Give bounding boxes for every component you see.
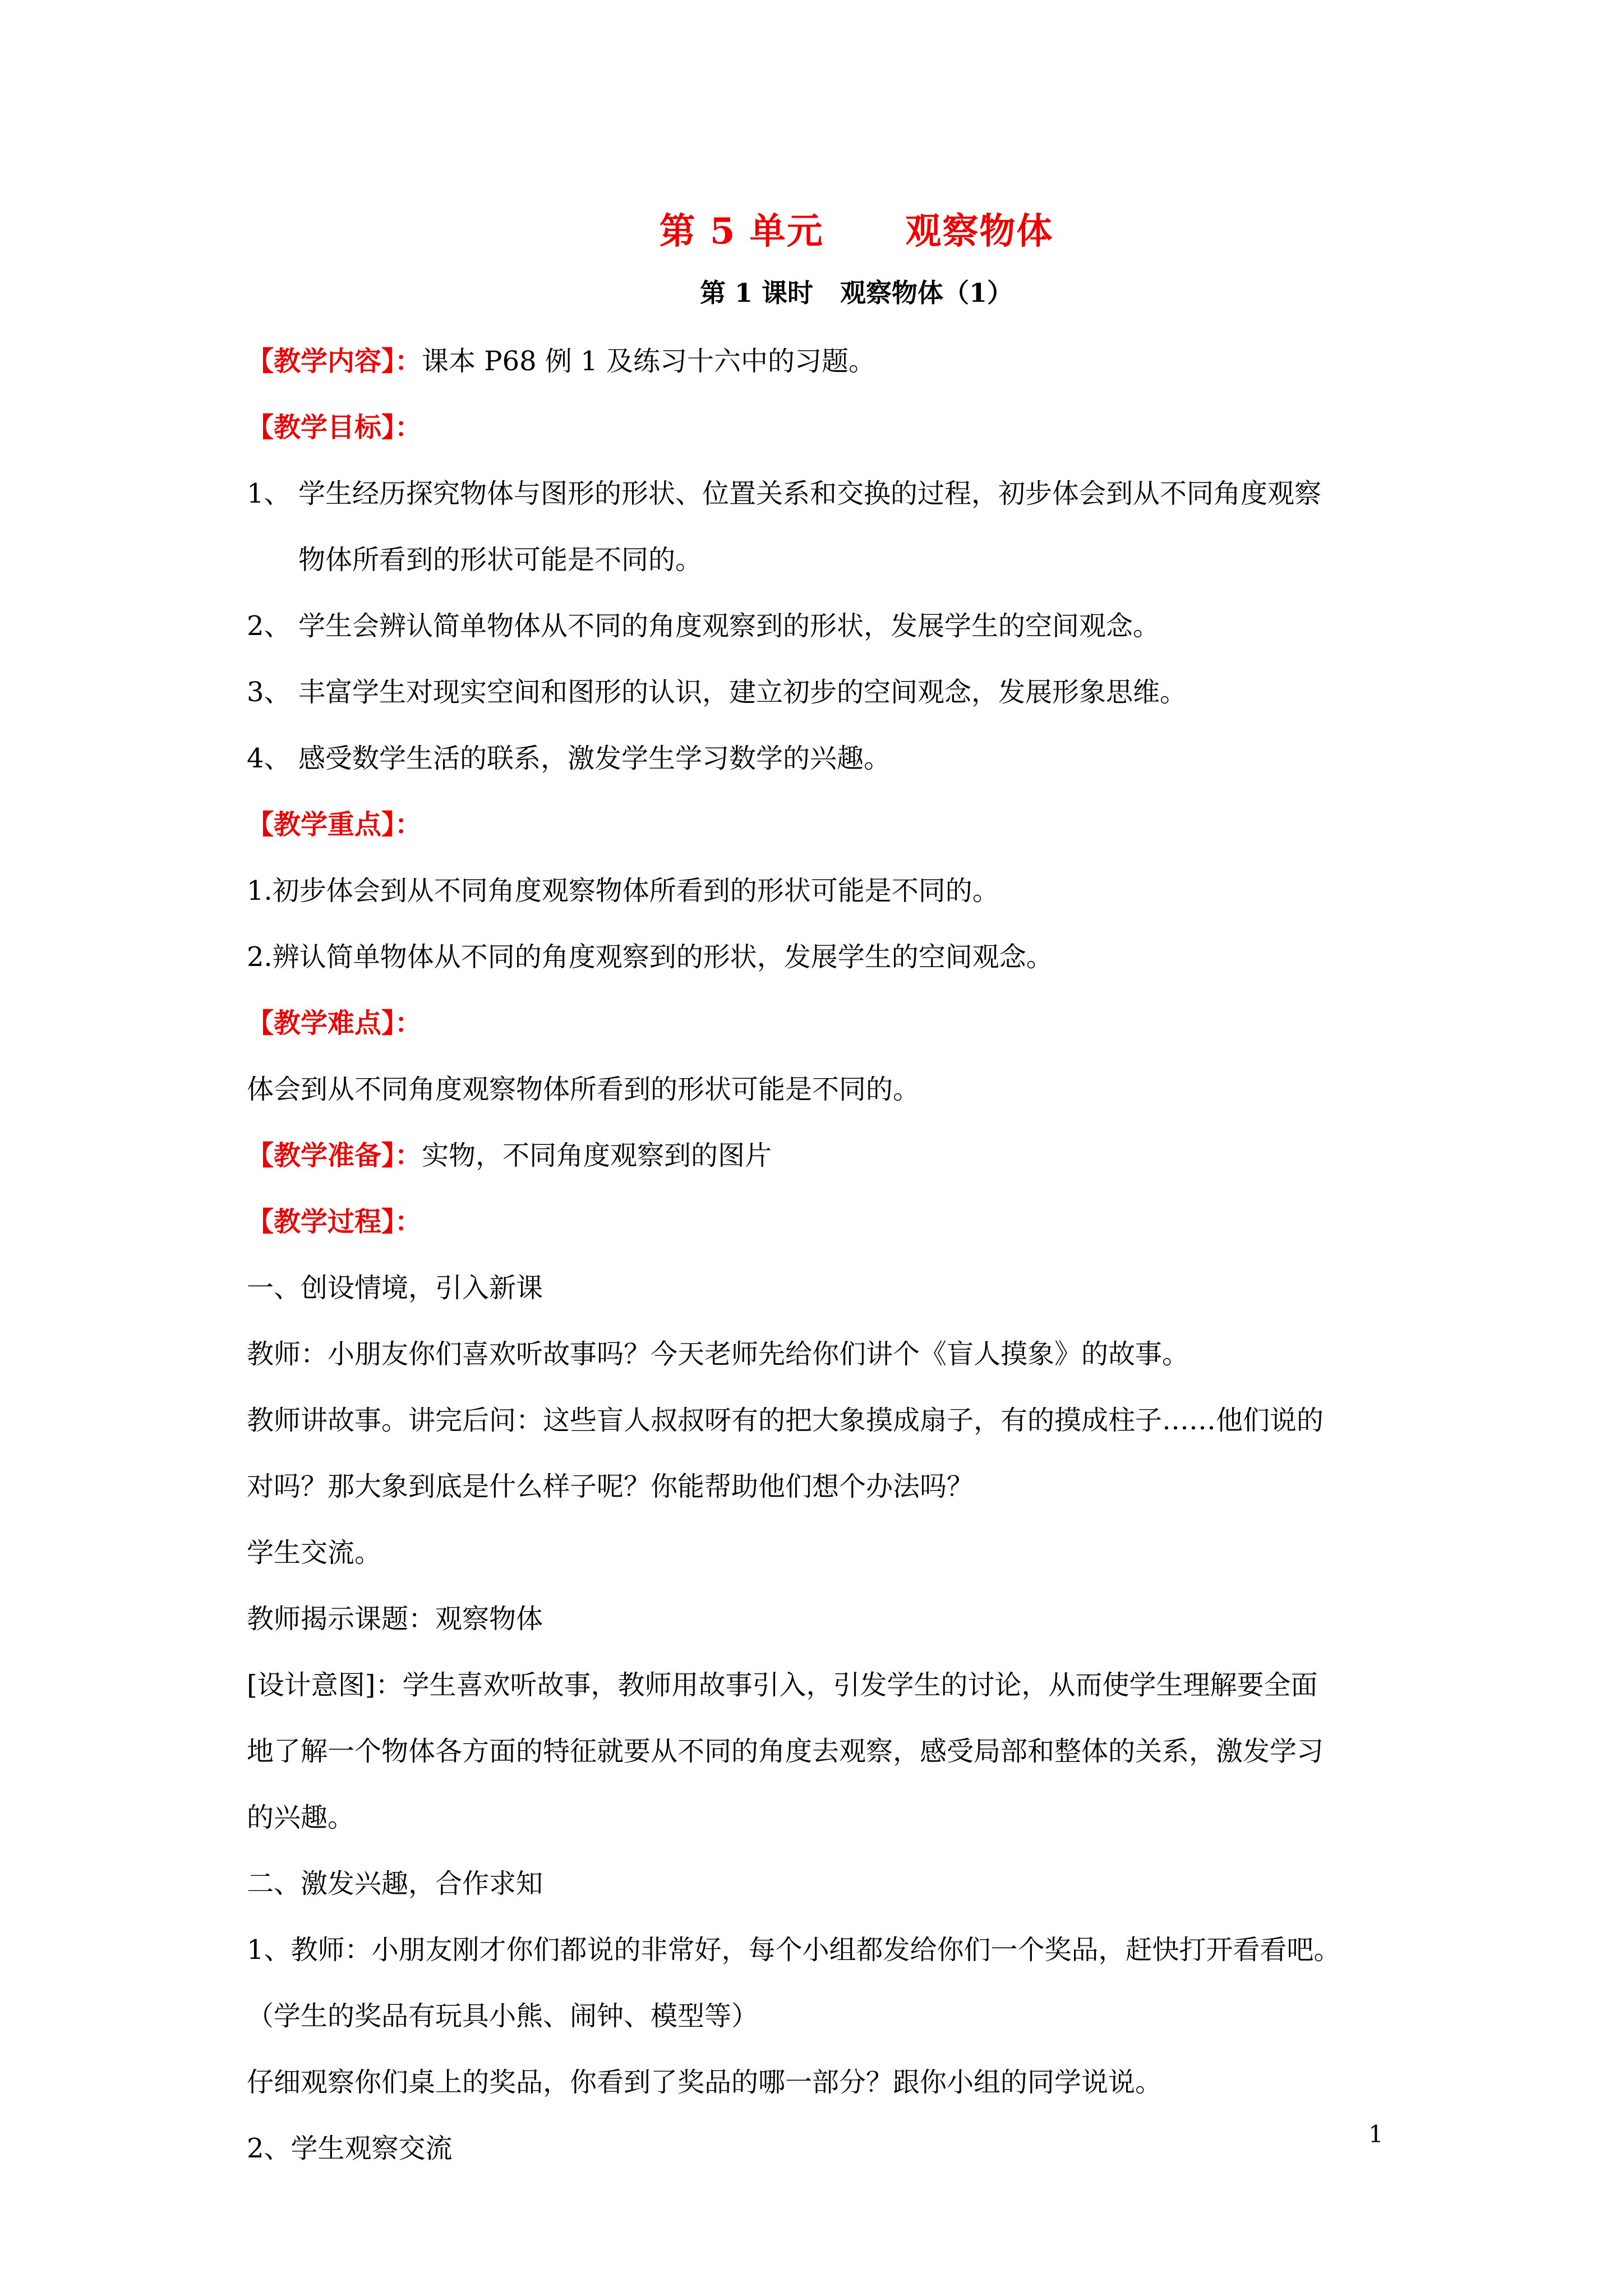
goal-item bbox=[247, 659, 1396, 725]
goal-text: 学生经历探究物体与图形的形状、位置关系和交换的过程，初步体会到从不同角度观察 bbox=[298, 478, 1322, 509]
preparation-text: 实物，不同角度观察到的图片 bbox=[422, 1140, 772, 1171]
process-line: 一、创设情境，引入新课 bbox=[247, 1272, 543, 1304]
key-point-item: 1.初步体会到从不同角度观察物体所看到的形状可能是不同的。 bbox=[247, 875, 999, 907]
process-line: [设计意图]：学生喜欢听故事，教师用故事引入，引发学生的讨论，从而使学生理解要全面 bbox=[247, 1669, 1318, 1701]
process-heading: 【教学过程】： bbox=[247, 1206, 422, 1237]
key-points-heading: 【教学重点】： bbox=[247, 809, 422, 840]
teaching-content-heading: 【教学内容】： bbox=[247, 346, 422, 377]
process-line: 教师：小朋友你们喜欢听故事吗？今天老师先给你们讲个《盲人摸象》的故事。 bbox=[247, 1338, 1189, 1370]
goal-number: 2、 bbox=[247, 610, 291, 642]
unit-title bbox=[0, 206, 1623, 257]
process-line: 仔细观察你们桌上的奖品，你看到了奖品的哪一部分？跟你小组的同学说说。 bbox=[247, 2067, 1163, 2098]
process-line: 教师揭示课题：观察物体 bbox=[247, 1603, 543, 1635]
teaching-goals-heading: 【教学目标】： bbox=[247, 412, 422, 443]
unit-name: 观察物体 bbox=[905, 210, 1054, 252]
process-line: 地了解一个物体各方面的特征就要从不同的角度去观察，感受局部和整体的关系，激发学习 bbox=[247, 1736, 1324, 1767]
goal-text: 丰富学生对现实空间和图形的认识，建立初步的空间观念，发展形象思维。 bbox=[298, 677, 1187, 708]
goal-number: 4、 bbox=[247, 743, 291, 774]
process-line: 的兴趣。 bbox=[247, 1802, 355, 1833]
process-line: 对吗？那大象到底是什么样子呢？你能帮助他们想个办法吗？ bbox=[247, 1471, 974, 1502]
difficulties-text: 体会到从不同角度观察物体所看到的形状可能是不同的。 bbox=[247, 1074, 920, 1105]
page-number: 1 bbox=[1368, 2120, 1384, 2148]
process-line: 2、学生观察交流 bbox=[247, 2133, 453, 2164]
preparation-row bbox=[247, 1122, 1396, 1189]
lesson-name: 观察物体（1） bbox=[840, 278, 1013, 308]
lesson-number: 第 1 课时 bbox=[699, 278, 813, 308]
teaching-content-row bbox=[247, 328, 1396, 394]
teaching-content-text: 课本 P68 例 1 及练习十六中的习题。 bbox=[422, 346, 875, 377]
goal-item bbox=[247, 725, 1396, 792]
difficulties-heading: 【教学难点】： bbox=[247, 1007, 422, 1039]
goal-number: 3、 bbox=[247, 677, 291, 708]
lesson-body bbox=[247, 328, 1396, 2182]
goal-item bbox=[247, 593, 1396, 659]
preparation-heading: 【教学准备】： bbox=[247, 1140, 422, 1171]
process-line: 教师讲故事。讲完后问：这些盲人叔叔呀有的把大象摸成扇子，有的摸成柱子……他们说的 bbox=[247, 1405, 1324, 1436]
goal-item bbox=[247, 461, 1396, 527]
process-line: 1、教师：小朋友刚才你们都说的非常好，每个小组都发给你们一个奖品，赶快打开看看吧。 bbox=[247, 1934, 1341, 1966]
key-point-item: 2.辨认简单物体从不同的角度观察到的形状，发展学生的空间观念。 bbox=[247, 941, 1053, 973]
lesson-subtitle bbox=[0, 273, 1623, 312]
unit-number: 第 5 单元 bbox=[659, 210, 824, 252]
goal-text: 学生会辨认简单物体从不同的角度观察到的形状，发展学生的空间观念。 bbox=[298, 610, 1160, 642]
process-line: （学生的奖品有玩具小熊、闹钟、模型等） bbox=[247, 2000, 759, 2032]
process-line: 二、激发兴趣，合作求知 bbox=[247, 1868, 543, 1899]
goal-text: 感受数学生活的联系，激发学生学习数学的兴趣。 bbox=[298, 743, 891, 774]
process-line: 学生交流。 bbox=[247, 1537, 382, 1568]
goal-item-continued: 物体所看到的形状可能是不同的。 bbox=[298, 544, 703, 576]
goal-number: 1、 bbox=[247, 478, 291, 509]
